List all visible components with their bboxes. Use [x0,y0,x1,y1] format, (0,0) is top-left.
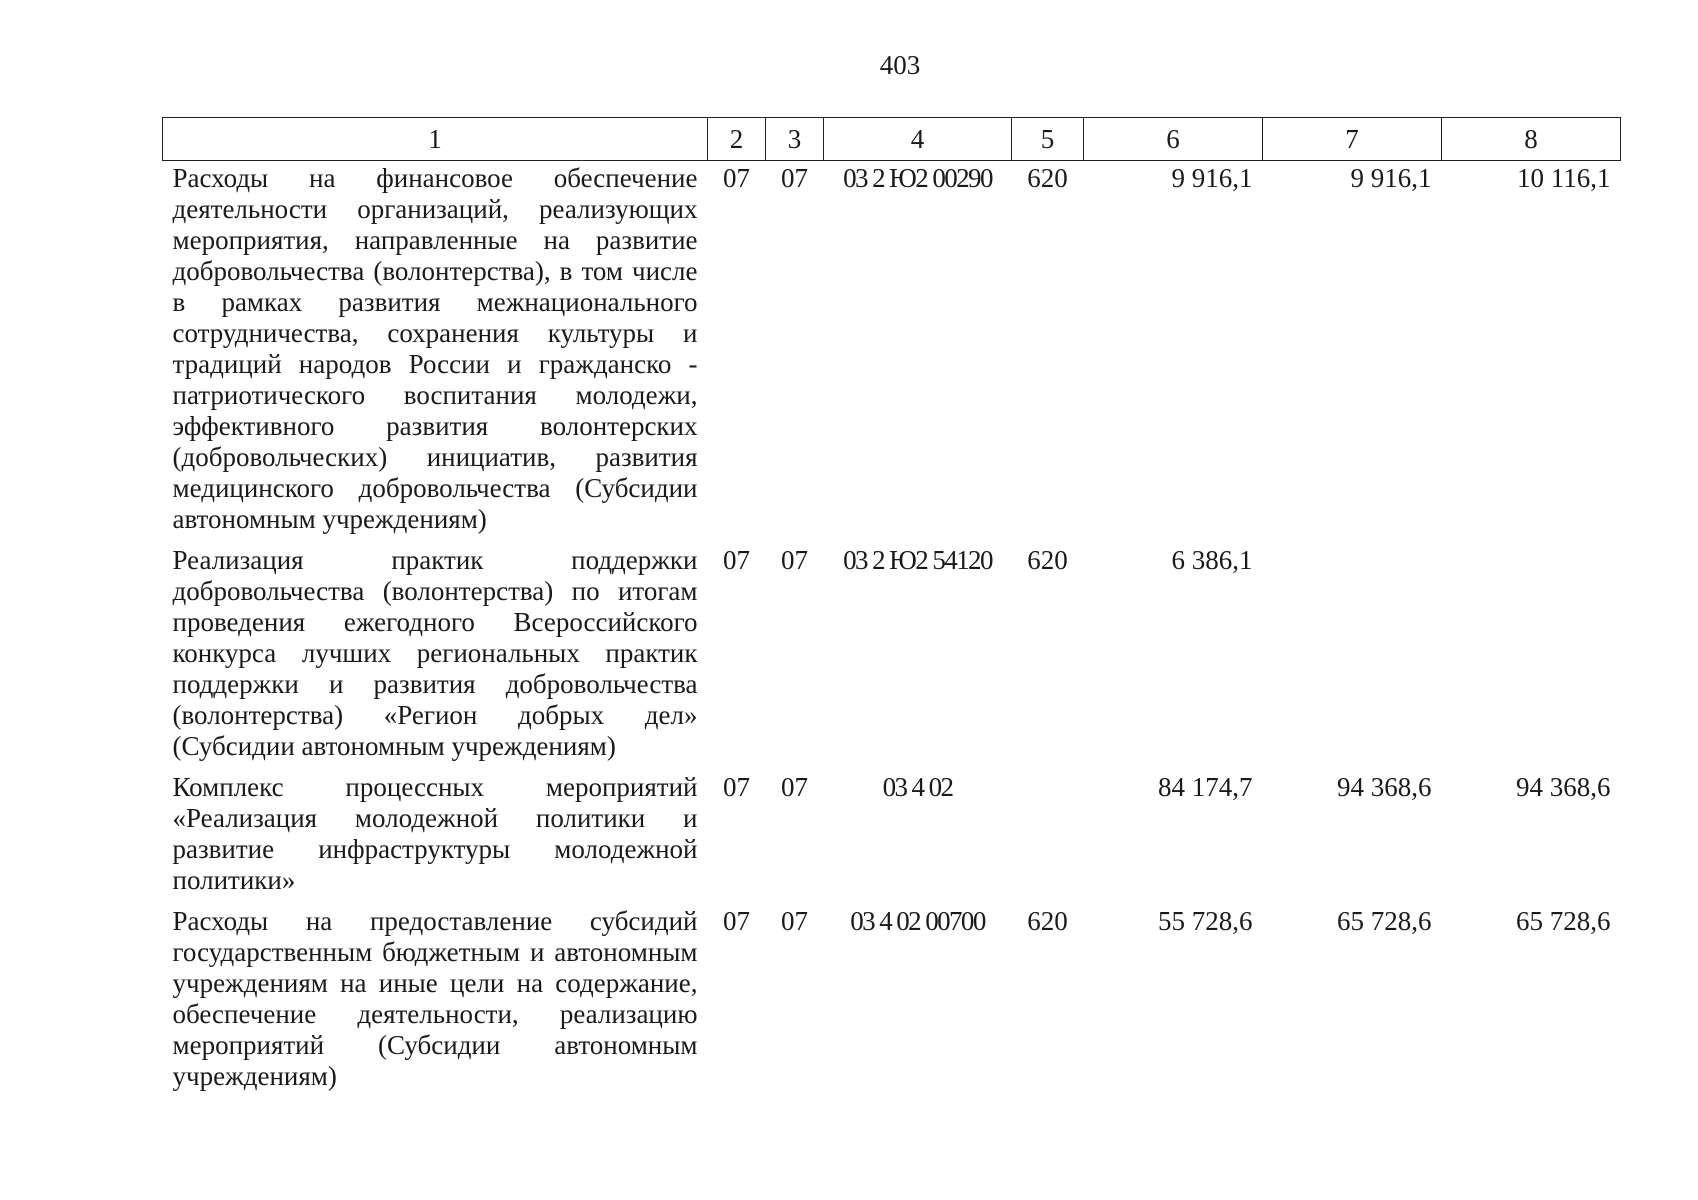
target-article-code: 03 4 02 00700 [850,906,985,936]
section-code: 07 [723,772,750,802]
subsection-code: 07 [781,772,808,802]
amount-column-7: 65 728,6 [1337,906,1432,936]
column-header: 3 [766,118,824,161]
table-header-row [163,118,1621,161]
amount-column-8: 65 728,6 [1516,906,1611,936]
amount-column-8: 10 116,1 [1517,163,1611,193]
column-header: 4 [824,118,1012,161]
column-header: 8 [1442,118,1621,161]
target-article-code: 03 2 Ю2 54120 [843,545,992,575]
amount-column-7 [1263,543,1442,770]
budget-table [162,117,1621,1100]
target-article-code: 03 2 Ю2 00290 [843,163,992,193]
expense-type-code: 620 [1027,163,1068,193]
expense-type-code: 620 [1027,545,1068,575]
amount-column-6: 9 916,1 [1171,163,1253,193]
column-header: 2 [708,118,766,161]
amount-column-7: 94 368,6 [1337,772,1432,802]
section-code: 07 [723,545,750,575]
row-description: Расходы на предоставление субсидий государственным бюджетным и автономным учреждениям на иные цели на содержание, обеспечение деятельности, реализацию мероприятий (Субсидии автономным учреждениям) [172,906,698,1091]
subsection-code: 07 [781,163,808,193]
amount-column-6: 6 386,1 [1171,545,1253,575]
table-row [163,161,1621,544]
amount-column-8: 94 368,6 [1516,772,1611,802]
amount-column-6: 55 728,6 [1158,906,1253,936]
section-code: 07 [723,163,750,193]
row-description: Комплекс процессных мероприятий «Реализация молодежной политики и развитие инфраструктуры молодежной политики» [172,772,698,895]
section-code: 07 [723,906,750,936]
expense-type-code: 620 [1027,906,1068,936]
expense-type-code [1012,770,1084,904]
target-article-code: 03 4 02 [882,772,953,802]
table-row [163,904,1621,1100]
table-row [163,770,1621,904]
column-header: 6 [1084,118,1263,161]
amount-column-6: 84 174,7 [1158,772,1253,802]
row-description: Реализация практик поддержки добровольчества (волонтерства) по итогам проведения ежегодного Всероссийского конкурса лучших региональных практик поддержки и развития добровольчества (волонтерства) «Регион добрых дел» (Субсидии автономным учреждениям) [172,545,698,761]
column-header: 1 [163,118,708,161]
column-header: 7 [1263,118,1442,161]
subsection-code: 07 [781,906,808,936]
column-header: 5 [1012,118,1084,161]
subsection-code: 07 [781,545,808,575]
table-row [163,543,1621,770]
amount-column-7: 9 916,1 [1350,163,1432,193]
page-number: 403 [879,50,921,80]
amount-column-8 [1442,543,1621,770]
row-description: Расходы на финансовое обеспечение деятельности организаций, реализующих мероприятия, направленные на развитие добровольчества (волонтерства), в том числе в рамках развития межнационального сотрудничества, сохранения культуры и традиций народов России и гражданско - патриотического воспитания молодежи, эффективного развития волонтерских (добровольческих) инициатив, развития медицинского добровольчества (Субсидии автономным учреждениям) [172,163,698,534]
